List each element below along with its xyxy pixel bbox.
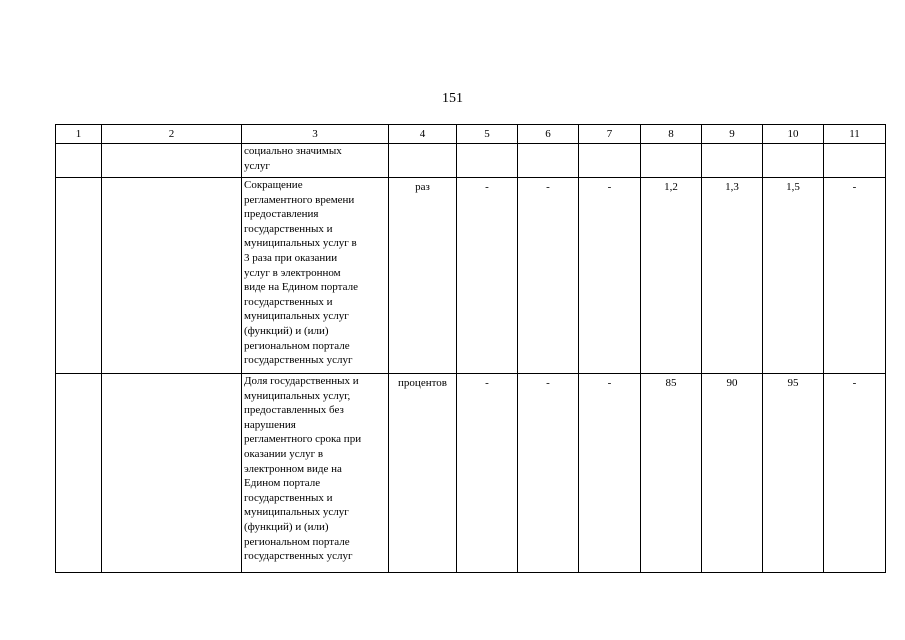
indicator-text-line: услуг в электронном <box>244 266 341 279</box>
value-cell <box>824 144 886 178</box>
indicator-text-line: региональном портале <box>244 535 350 548</box>
value-cell: 1,5 <box>763 178 824 374</box>
column-header-1: 1 <box>56 125 102 144</box>
column-header-3: 3 <box>242 125 389 144</box>
indicators-table <box>55 124 886 573</box>
value-cell: - <box>457 374 518 573</box>
indicator-text-line: государственных и <box>244 222 333 235</box>
table-row <box>56 144 886 178</box>
value-cell: - <box>824 178 886 374</box>
indicator-text-line: нарушения <box>244 418 296 431</box>
column-header-2: 2 <box>102 125 242 144</box>
table-cell <box>102 178 242 374</box>
indicator-text-line: социально значимых <box>244 145 342 157</box>
value-cell <box>579 144 641 178</box>
table-cell <box>56 374 102 573</box>
value-cell: - <box>579 178 641 374</box>
indicator-name-cell <box>242 144 389 178</box>
indicator-text-line: муниципальных услуг в <box>244 237 357 250</box>
value-cell: - <box>518 374 579 573</box>
column-header-7: 7 <box>579 125 641 144</box>
column-header-9: 9 <box>702 125 763 144</box>
unit-cell: процентов <box>389 374 457 573</box>
indicator-text-line: регламентного времени <box>244 193 355 206</box>
column-header-5: 5 <box>457 125 518 144</box>
table-cell <box>56 178 102 374</box>
indicator-text-line: услуг <box>244 160 270 172</box>
indicator-text-line: муниципальных услуг <box>244 506 349 519</box>
value-cell: - <box>579 374 641 573</box>
indicator-text-line: предоставленных без <box>244 404 344 417</box>
indicator-name-cell <box>242 178 389 374</box>
table-header-row <box>56 125 886 144</box>
value-cell: 1,3 <box>702 178 763 374</box>
column-header-8: 8 <box>641 125 702 144</box>
indicator-text-line: (функций) и (или) <box>244 520 329 533</box>
page-number: 151 <box>442 91 463 106</box>
value-cell: 85 <box>641 374 702 573</box>
unit-cell: раз <box>389 178 457 374</box>
table-cell <box>102 374 242 573</box>
table-row <box>56 178 886 374</box>
indicator-text-line: государственных услуг <box>244 354 353 367</box>
indicator-text-line: муниципальных услуг, <box>244 389 351 402</box>
value-cell <box>641 144 702 178</box>
table-cell <box>56 144 102 178</box>
indicator-name-cell <box>242 374 389 573</box>
indicator-text-line: государственных и <box>244 491 333 504</box>
value-cell <box>457 144 518 178</box>
indicator-text-line: виде на Едином портале <box>244 281 358 294</box>
value-cell: 1,2 <box>641 178 702 374</box>
indicator-text-line: Сокращение <box>244 179 303 191</box>
value-cell <box>518 144 579 178</box>
value-cell: 90 <box>702 374 763 573</box>
value-cell: - <box>824 374 886 573</box>
indicator-text-line: Едином портале <box>244 477 321 490</box>
indicator-text-line: 3 раза при оказании <box>244 251 338 264</box>
value-cell: - <box>457 178 518 374</box>
value-cell: - <box>518 178 579 374</box>
indicator-text-line: электронном виде на <box>244 462 342 475</box>
column-header-4: 4 <box>389 125 457 144</box>
indicator-text-line: регламентного срока при <box>244 433 362 446</box>
column-header-10: 10 <box>763 125 824 144</box>
indicator-text-line: Доля государственных и <box>244 375 359 387</box>
indicator-text-line: муниципальных услуг <box>244 310 349 323</box>
indicator-text-line: государственных и <box>244 295 333 308</box>
column-header-11: 11 <box>824 125 886 144</box>
value-cell <box>702 144 763 178</box>
indicator-text-line: предоставления <box>244 208 319 221</box>
indicator-text-line: региональном портале <box>244 339 350 352</box>
table-cell <box>102 144 242 178</box>
table-row <box>56 374 886 573</box>
indicator-text-line: (функций) и (или) <box>244 324 329 337</box>
value-cell: 95 <box>763 374 824 573</box>
unit-cell <box>389 144 457 178</box>
indicator-text-line: оказании услуг в <box>244 447 324 460</box>
column-header-6: 6 <box>518 125 579 144</box>
value-cell <box>763 144 824 178</box>
indicator-text-line: государственных услуг <box>244 550 353 563</box>
